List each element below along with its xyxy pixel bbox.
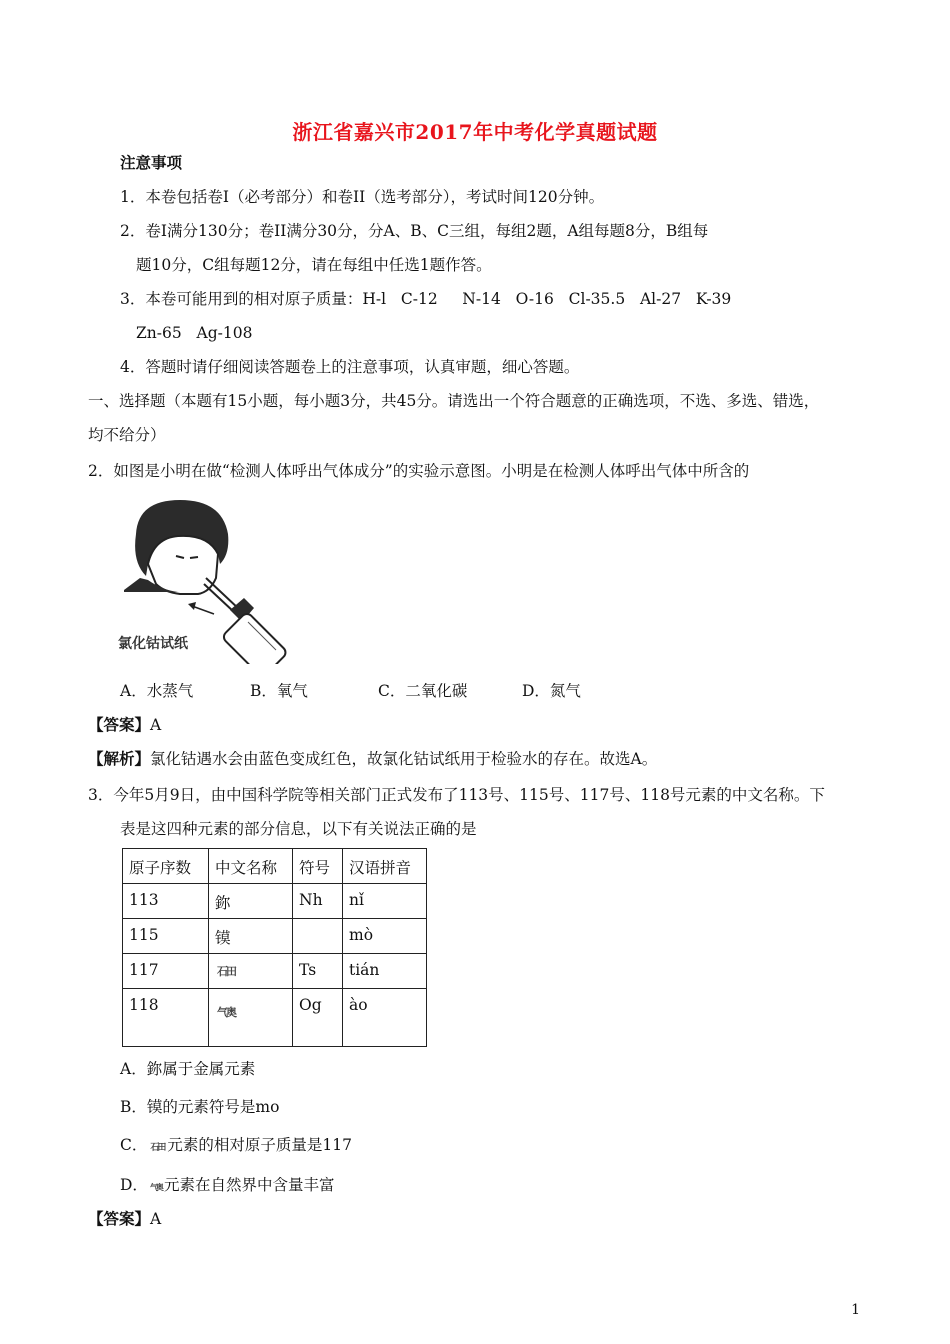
table-cell: mò [343, 919, 427, 954]
table-cell: tián [343, 954, 427, 989]
q2-option-d: D．氮气 [522, 682, 581, 700]
table-cell [209, 989, 293, 1047]
face-shape [148, 536, 218, 594]
ao-glyph-inline: 气奥 [148, 1179, 164, 1195]
arrow-line [192, 606, 214, 614]
q3-stem-cont: 表是这四种元素的部分信息，以下有关说法正确的是 [120, 820, 477, 838]
section-heading: 一、选择题（本题有15小题，每小题3分，共45分。请选出一个符合题意的正确选项，不选、多选、错选， [88, 392, 820, 410]
q2-option-c: C．二氧化碳 [378, 682, 468, 700]
notice-item-3-cont: Zn-65 Ag-108 [136, 324, 253, 342]
table-header: 符号 [293, 849, 343, 884]
q3-answer-value: A [150, 1210, 162, 1228]
table-cell: 117 [123, 954, 209, 989]
table-header: 原子序数 [123, 849, 209, 884]
table-cell: Og [293, 989, 343, 1047]
table-header: 汉语拼音 [343, 849, 427, 884]
q2-analysis [88, 748, 657, 770]
table-header-row [123, 849, 427, 884]
q3-option-d-text: 元素在自然界中含量丰富 [163, 1176, 335, 1194]
q3-answer [88, 1208, 161, 1230]
q2-answer-tag: 【答案】 [88, 715, 151, 734]
notice-item-2: 2．卷Ⅰ满分130分；卷ⅠI满分30分，分A、B、C三组，每组2题，A组每题8分，B组每 [120, 222, 709, 240]
table-cell: 118 [123, 989, 209, 1047]
q3-option-c [120, 1134, 352, 1157]
table-cell [293, 919, 343, 954]
arrow-head [188, 602, 196, 610]
figure-label: 氯化钴试纸 [118, 636, 188, 652]
table-row [123, 989, 427, 1047]
q2-answer-value: A [150, 716, 162, 734]
bottle-shape [221, 598, 287, 664]
experiment-figure [118, 494, 288, 664]
element-table [122, 848, 427, 1047]
q2-answer [88, 714, 161, 736]
page-title: 浙江省嘉兴市2017年中考化学真题试题 [292, 120, 658, 144]
table-cell: 113 [123, 884, 209, 919]
table-row [123, 954, 427, 989]
q3-option-a: A．鉨属于金属元素 [120, 1060, 256, 1078]
table-cell: nǐ [343, 884, 427, 919]
q3-option-c-text: 元素的相对原子质量是 [167, 1136, 323, 1154]
table-row [123, 919, 427, 954]
tian-glyph-inline: 石田 [147, 1139, 167, 1157]
table-cell [209, 954, 293, 989]
notice-item-4: 4．答题时请仔细阅读答题卷上的注意事项，认真审题，细心答题。 [120, 358, 580, 376]
q3-option-d [120, 1174, 334, 1196]
q3-answer-tag: 【答案】 [88, 1209, 151, 1228]
q2-analysis-text: 氯化钴遇水会由蓝色变成红色，故氯化钴试纸用于检验水的存在。故选A。 [150, 750, 658, 768]
q3-option-c-value: 117 [322, 1136, 352, 1154]
notice-item-1: 1．本卷包括卷Ⅰ（必考部分）和卷ⅠI（选考部分），考试时间120分钟。 [120, 188, 605, 206]
q3-option-c-label: C． [120, 1136, 148, 1154]
section-heading-cont: 均不给分） [88, 426, 166, 444]
q3-option-d-label: D． [120, 1176, 148, 1194]
table-row [123, 884, 427, 919]
table-cell: 镆 [209, 919, 293, 954]
table-cell: Ts [293, 954, 343, 989]
straw-line [206, 578, 240, 610]
table-cell: 鉨 [209, 884, 293, 919]
notice-item-3: 3．本卷可能用到的相对原子质量：H-l C-12 N-14 O-16 Cl-35.5 Al-27 K-39 [120, 290, 732, 308]
q2-analysis-tag: 【解析】 [88, 749, 151, 768]
ao-glyph-image: 气奥 [215, 1002, 237, 1024]
table-cell: 115 [123, 919, 209, 954]
page-number: 1 [851, 1302, 860, 1318]
q2-stem: 2．如图是小明在做“检测人体呼出气体成分”的实验示意图。小明是在检测人体呼出气体中所含的 [88, 462, 750, 480]
tian-glyph-image: 石田 [215, 961, 237, 983]
table-cell: ào [343, 989, 427, 1047]
q3-stem: 3．今年5月9日，由中国科学院等相关部门正式发布了113号、115号、117号、118号元素的中文名称。下 [88, 786, 825, 804]
table-cell: Nh [293, 884, 343, 919]
q2-option-a: A．水蒸气 [120, 682, 194, 700]
notice-item-2-cont: 题10分，C组每题12分，请在每组中任选1题作答。 [136, 256, 492, 274]
straw-line-2 [204, 584, 234, 612]
notice-heading: 注意事项 [120, 153, 183, 172]
q2-option-b: B．氧气 [250, 682, 308, 700]
table-header: 中文名称 [209, 849, 293, 884]
q3-option-b: B．镆的元素符号是mo [120, 1098, 280, 1116]
